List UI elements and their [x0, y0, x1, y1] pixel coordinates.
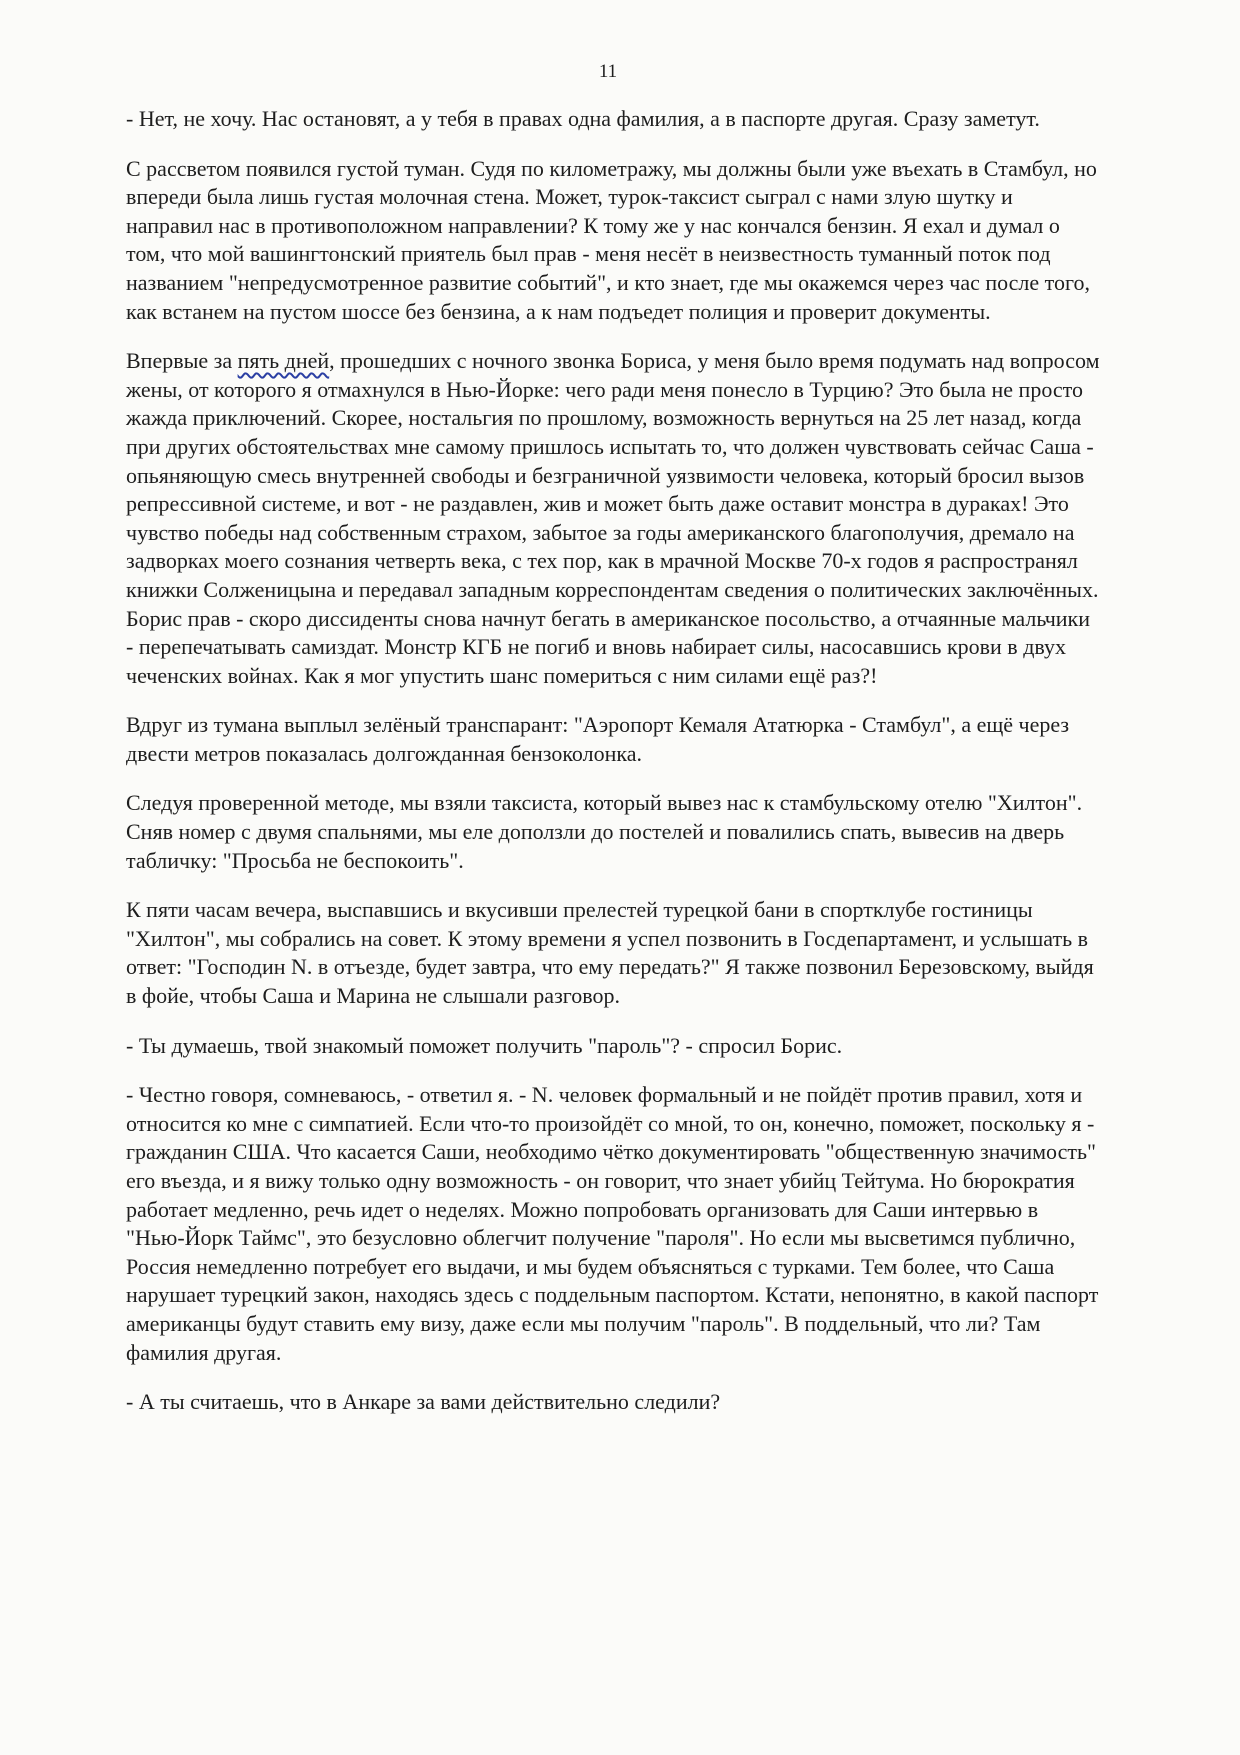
page-number: 11 [598, 61, 618, 82]
paragraph-3-rest: , прошедших с ночного звонка Бориса, у меня было время подумать над вопросом жены, от которого я отмахнулся в Нью-Йорке: чего ради меня понесло в Турцию? Это была не просто жажда приключений. Скорее, ностальгия по прошлому, возможность вернуться на 25 лет назад, когда при других обстоятельствах мне самому пришлось испытать то, что должен чувствовать сейчас Саша - опьяняющую смесь внутренней свободы и безграничной уязвимости человека, который бросил вызов репрессивной системе, и вот - не раздавлен, жив и может быть даже оставит монстра в дураках! Это чувство победы над собственным страхом, забытое за годы американского благополучия, дремало на задворках моего сознания четверть века, с тех пор, как в мрачной Москве 70-х годов я распространял книжки Солженицына и передавал западным корреспондентам сведения о политических заключённых. Борис прав - скоро диссиденты снова начнут бегать в американское посольство, а отчаянные мальчики - перепечатывать самиздат. Монстр КГБ не погиб и вновь набирает силы, насосавшись крови в двух чеченских войнах. Как я мог упустить шанс помериться с ним силами ещё раз?! [126, 348, 1100, 688]
paragraph-7: - Ты думаешь, твой знакомый поможет получить "пароль"? - спросил Борис. [126, 1032, 843, 1058]
paragraph-4: Вдруг из тумана выплыл зелёный транспарант: "Аэропорт Кемаля Ататюрка - Стамбул", а ещё через двести метров показалась долгожданная бензоколонка. [126, 712, 1070, 766]
paragraph-3-start: Впервые за [126, 348, 238, 374]
paragraph-3 [126, 347, 1101, 690]
document-body [126, 105, 1101, 1438]
paragraph-6: К пяти часам вечера, выспавшись и вкусивши прелестей турецкой бани в спортклубе гостиницы "Хилтон", мы собрались на совет. К этому времени я успел позвонить в Госдепартамент, и услышать в ответ: "Господин N. в отъезде, будет завтра, что ему передать?" Я также позвонил Березовскому, выйдя в фойе, чтобы Саша и Марина не слышали разговор. [126, 897, 1094, 1009]
paragraph-2: С рассветом появился густой туман. Судя по километражу, мы должны были уже въехать в Стамбул, но впереди была лишь густая молочная стена. Может, турок-таксист сыграл с нами злую шутку и направил нас в противоположном направлении? К тому же у нас кончался бензин. Я ехал и думал о том, что мой вашингтонский приятель был прав - меня несёт в неизвестность туманный поток под названием "непредусмотренное развитие событий", и кто знает, где мы окажемся через час после того, как встанем на пустом шоссе без бензина, а к нам подъедет полиция и проверит документы. [126, 155, 1097, 324]
paragraph-8: - Честно говоря, сомневаюсь, - ответил я. - N. человек формальный и не пойдёт против правил, хотя и относится ко мне с симпатией. Если что-то произойдёт со мной, то он, конечно, поможет, поскольку я - гражданин США. Что касается Саши, необходимо чётко документировать "общественную значимость" его въезда, и я вижу только одну возможность - он говорит, что знает убийц Тейтума. Но бюрократия работает медленно, речь идет о неделях. Можно попробовать организовать для Саши интервью в "Нью-Йорк Таймс", это безусловно облегчит получение "пароля". Но если мы высветимся публично, Россия немедленно потребует его выдачи, и мы будем объясняться с турками. Тем более, что Саша нарушает турецкий закон, находясь здесь с поддельным паспортом. Кстати, непонятно, в какой паспорт американцы будут ставить ему визу, даже если мы получим "пароль". В поддельный, что ли? Там фамилия другая. [126, 1082, 1099, 1365]
paragraph-5: Следуя проверенной методе, мы взяли таксиста, который вывез нас к стамбульскому отелю "Хилтон". Сняв номер с двумя спальнями, мы еле доползли до постелей и повалились спать, вывесив на дверь табличку: "Просьба не беспокоить". [126, 790, 1083, 873]
paragraph-9: - А ты считаешь, что в Анкаре за вами действительно следили? [126, 1389, 721, 1415]
underlined-phrase: пять дней [237, 348, 330, 374]
paragraph-1: - Нет, не хочу. Нас остановят, а у тебя в правах одна фамилия, а в паспорте другая. Сразу заметут. [126, 106, 1040, 131]
